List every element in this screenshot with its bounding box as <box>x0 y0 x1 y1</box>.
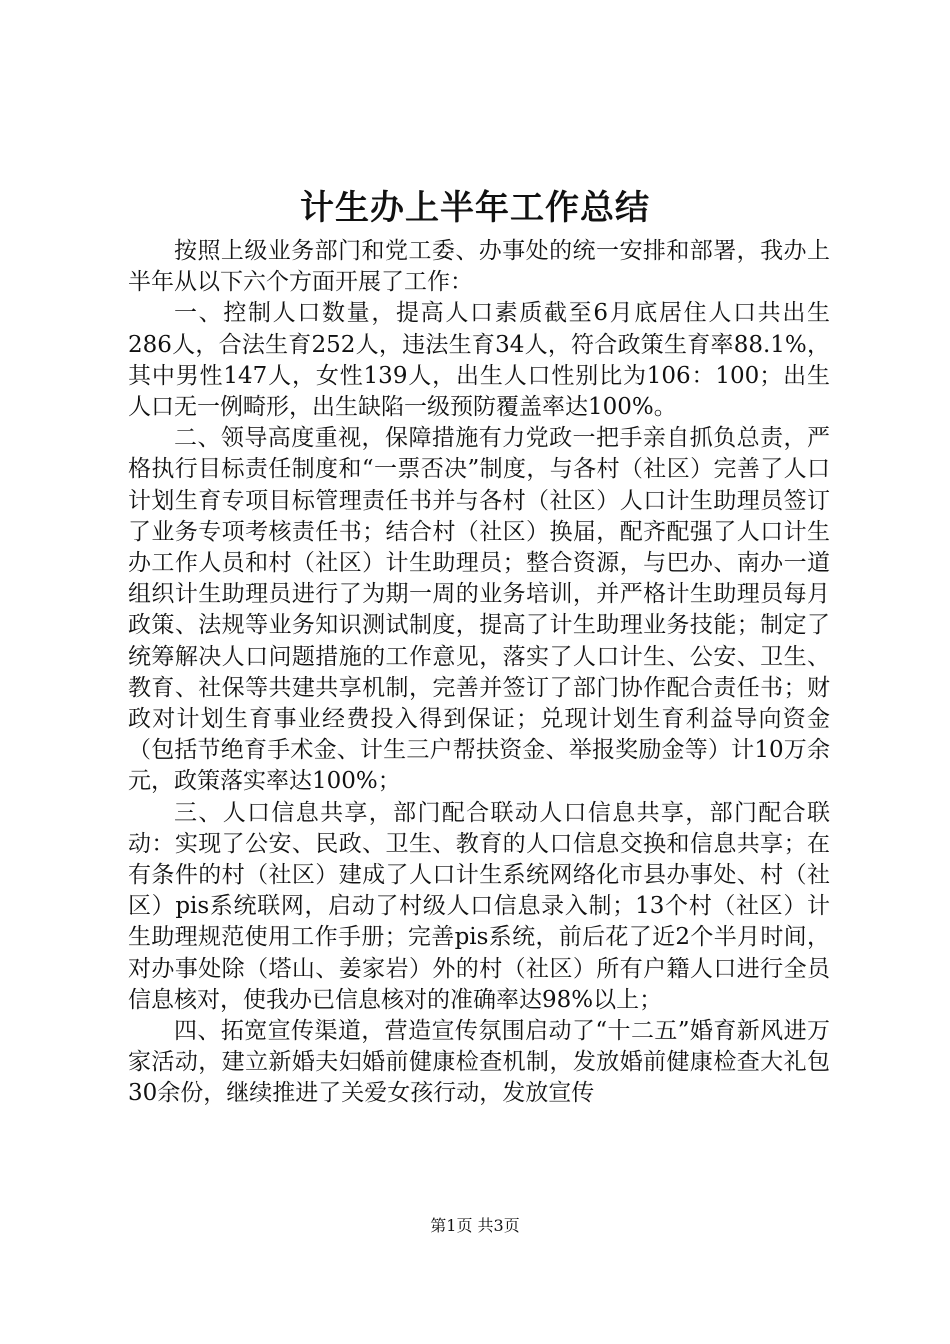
paragraph-section-3: 三、人口信息共享，部门配合联动人口信息共享，部门配合联动：实现了公安、民政、卫生、教育的人口信息交换和信息共享；在有条件的村（社区）建成了人口计生系统网络化市县办事处、村（社区）pis系统联网，启动了村级人口信息录入制；13个村（社区）计生助理规范使用工作手册；完善pis系统，前后花了近2个半月时间，对办事处除（塔山、姜家岩）外的村（社区）所有户籍人口进行全员信息核对，使我办已信息核对的准确率达98%以上； <box>128 799 830 1013</box>
paragraph-section-4: 四、拓宽宣传渠道，营造宣传氛围启动了“十二五”婚育新风进万家活动，建立新婚夫妇婚前健康检查机制，发放婚前健康检查大礼包30余份，继续推进了关爱女孩行动，发放宣传 <box>128 1018 830 1107</box>
paragraph-section-1: 一、控制人口数量，提高人口素质截至6月底居住人口共出生286人，合法生育252人，违法生育34人，符合政策生育率88.1%，其中男性147人，女性139人，出生人口性别比为106：100；出生人口无一例畸形，出生缺陷一级预防覆盖率达100%。 <box>128 300 830 421</box>
document-body <box>128 236 830 1110</box>
paragraph-intro: 按照上级业务部门和党工委、办事处的统一安排和部署，我办上半年从以下六个方面开展了工作： <box>128 238 830 296</box>
page-number-footer: 第1页 共3页 <box>430 1216 520 1235</box>
paragraph-section-2: 二、领导高度重视，保障措施有力党政一把手亲自抓负总责，严格执行目标责任制度和“一票否决”制度，与各村（社区）完善了人口计划生育专项目标管理责任书并与各村（社区）人口计生助理员签订了业务专项考核责任书；结合村（社区）换届，配齐配强了人口计生办工作人员和村（社区）计生助理员；整合资源，与巴办、南办一道组织计生助理员进行了为期一周的业务培训，并严格计生助理员每月政策、法规等业务知识测试制度，提高了计生助理业务技能；制定了统筹解决人口问题措施的工作意见，落实了人口计生、公安、卫生、教育、社保等共建共享机制，完善并签订了部门协作配合责任书；财政对计划生育事业经费投入得到保证；兑现计划生育利益导向资金（包括节绝育手术金、计生三户帮扶资金、举报奖励金等）计10万余元，政策落实率达100%； <box>128 425 830 795</box>
document-title: 计生办上半年工作总结 <box>300 188 650 228</box>
